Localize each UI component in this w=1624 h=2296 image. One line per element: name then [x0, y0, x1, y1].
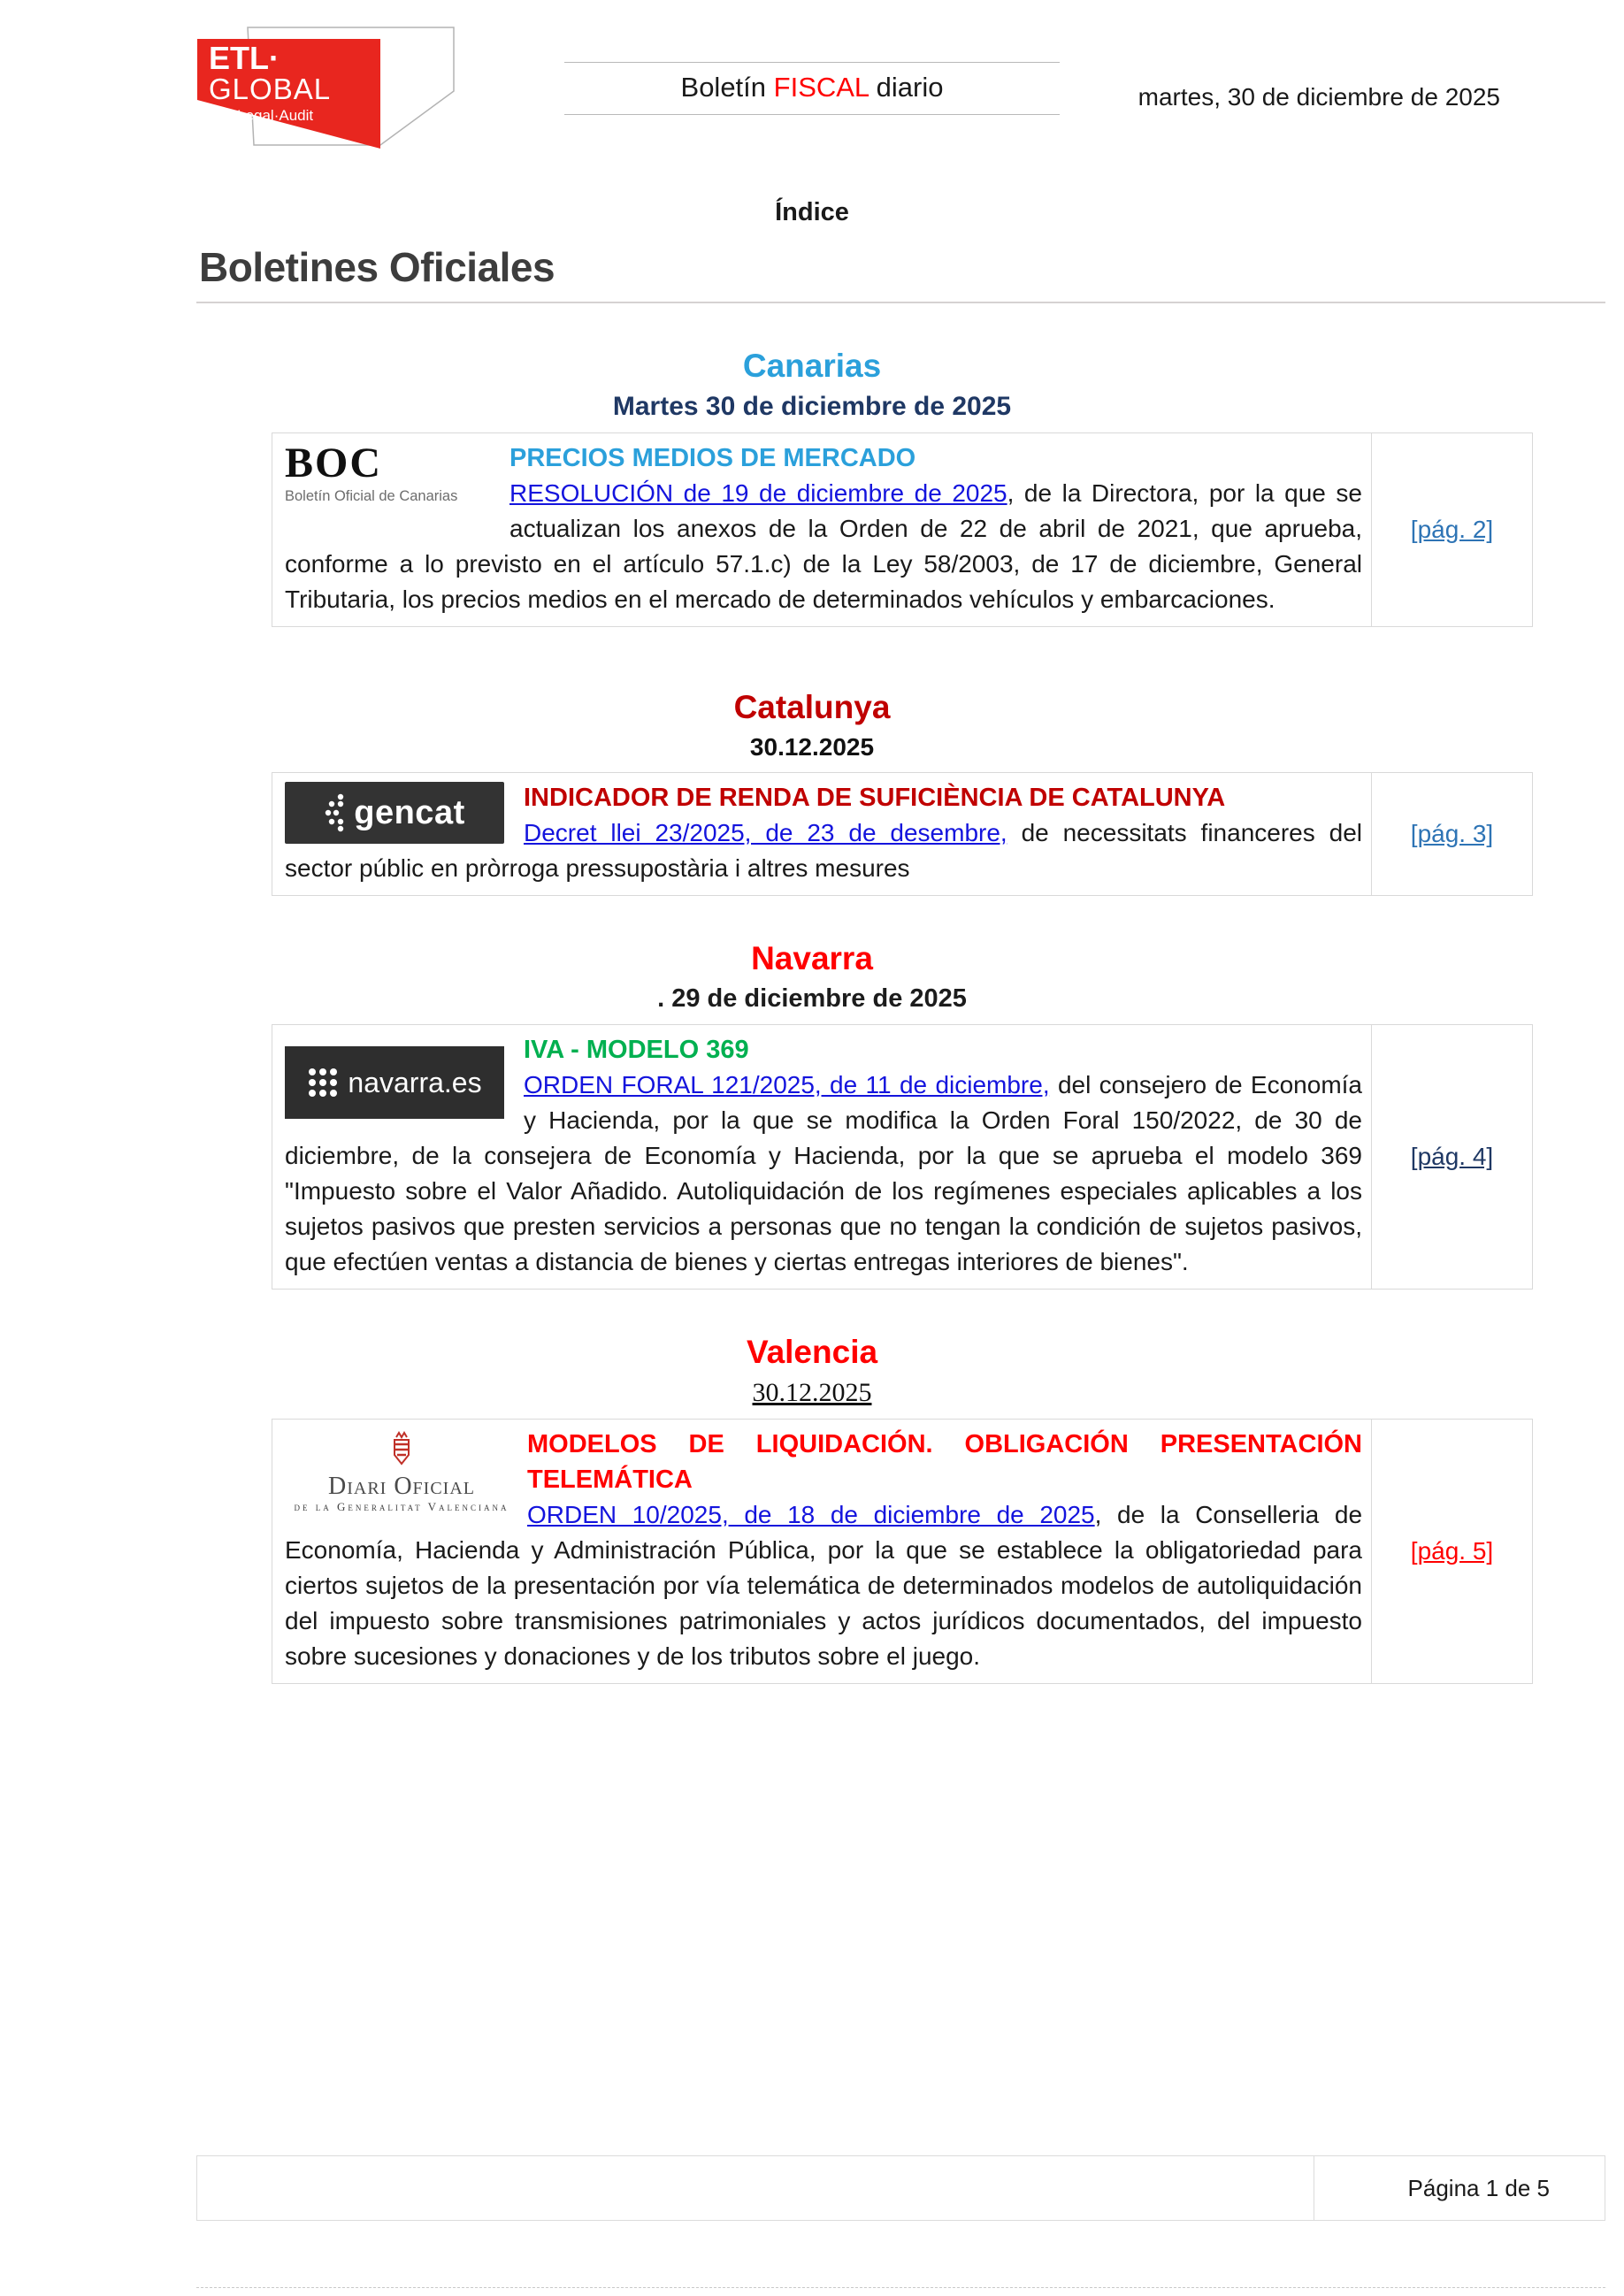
section-catalunya-date: 30.12.2025: [749, 733, 875, 761]
item-body: del consejero de Economía y Hacienda, por la que se modifica la Orden Foral 150/2022, de 30 de diciembre, de la consejera de Economía y Hacienda, por la que se aprueba el modelo 369 "Impuesto sobre el Valor Añadido. Autoliquidación de los regímenes especiales aplicables a los sujetos pasivos que presten servicios a personas que no tengan la condición de sujetos pasivos, que efectúen ventas a distancia de bienes y ciertas entregas interiores de bienes".: [285, 1071, 1362, 1275]
page-title: Boletines Oficiales: [199, 244, 555, 290]
page-number-label: Página 1 de 5: [1407, 2174, 1550, 2201]
item-title: IVA - MODELO 369: [524, 1036, 749, 1064]
doc-link[interactable]: ORDEN 10/2025, de 18 de diciembre de 2025: [527, 1501, 1095, 1528]
page-footer: [196, 2155, 1605, 2221]
page-ref-cell: [1371, 433, 1532, 626]
bulletin-item-navarra: [272, 1024, 1533, 1290]
bulletin-title-pre: Boletín: [680, 72, 774, 103]
boc-logo-subtext: Boletín Oficial de Canarias: [285, 488, 458, 504]
page-header: [0, 0, 1624, 166]
page-ref-cell: [1371, 1420, 1532, 1683]
boc-logo: [285, 442, 499, 511]
section-navarra: [0, 940, 1624, 1290]
section-valencia-date: 30.12.2025: [752, 1378, 872, 1407]
index-label: Índice: [775, 198, 849, 226]
title-rule: [196, 302, 1605, 303]
item-main: [272, 1420, 1371, 1683]
bulletin-title-box: [564, 62, 1060, 115]
page-ref-link[interactable]: [pág. 3]: [1410, 820, 1494, 847]
bulletin-item-valencia: [272, 1419, 1533, 1684]
navarra-logo: [285, 1036, 511, 1131]
header-date: martes, 30 de diciembre de 2025: [1138, 83, 1500, 111]
section-navarra-date: . 29 de diciembre de 2025: [657, 984, 967, 1013]
section-catalunya-heading: Catalunya: [733, 689, 891, 725]
page-ref-link[interactable]: [pág. 2]: [1410, 516, 1494, 543]
dogv-logo: [285, 1428, 518, 1529]
section-canarias-heading: Canarias: [742, 348, 882, 384]
navarra-dots-icon: [307, 1067, 339, 1098]
item-main: [272, 433, 1371, 626]
etl-global-logo-icon: [196, 27, 455, 150]
doc-link[interactable]: RESOLUCIÓN de 19 de diciembre de 2025: [509, 479, 1007, 507]
dogv-emblem-icon: [388, 1430, 415, 1467]
gencat-logo-text: gencat: [354, 793, 465, 831]
footer-page-box: [1314, 2155, 1605, 2221]
doc-link[interactable]: ORDEN FORAL 121/2025, de 11 de diciembre,: [524, 1071, 1050, 1098]
bulletin-item-catalunya: [272, 772, 1533, 896]
item-main: [272, 773, 1371, 895]
dogv-logo-title: Diari Oficial: [328, 1473, 475, 1500]
page-ref-cell: [1371, 773, 1532, 895]
etl-global-logo: [196, 27, 455, 155]
boc-logo-text: BOC: [285, 440, 383, 486]
svg-text:GLOBAL: GLOBAL: [209, 73, 332, 105]
item-title: PRECIOS MEDIOS DE MERCADO: [509, 444, 916, 472]
svg-text:ETL·: ETL·: [209, 40, 280, 76]
bulletin-title-post: diario: [869, 72, 944, 103]
doc-link[interactable]: Decret llei 23/2025, de 23 de desembre,: [524, 819, 1007, 846]
gencat-dots-icon: [324, 792, 347, 834]
item-body: , de la Directora, por la que se actualizan los anexos de la Orden de 22 de abril de 2021, que aprueba, conforme a lo previsto en el artículo 57.1.c) de la Ley 58/2003, de 17 de diciembre, General Tributaria, los precios medios en el mercado de determinados vehículos y embarcaciones.: [285, 479, 1362, 613]
footer-empty-box: [196, 2155, 1314, 2221]
navarra-logo-text: navarra.es: [348, 1066, 482, 1098]
page-bottom-divider: [196, 2287, 1605, 2288]
bulletin-item-canarias: [272, 432, 1533, 627]
section-valencia: [0, 1334, 1624, 1684]
item-title: MODELOS DE LIQUIDACIÓN. OBLIGACIÓN PRESENTACIÓN TELEMÁTICA: [527, 1430, 1362, 1494]
dogv-logo-subtitle: de la Generalitat Valenciana: [294, 1500, 509, 1513]
item-main: [272, 1025, 1371, 1289]
section-navarra-heading: Navarra: [751, 940, 873, 976]
bulletin-title-accent: FISCAL: [773, 72, 869, 103]
gencat-logo: [285, 782, 511, 847]
item-body: , de la Conselleria de Economía, Hacienda y Administración Pública, por la que se establece la obligatoriedad para ciertos sujetos de la presentación por vía telemática de determinados modelos de autoliquidación del impuesto sobre transmisiones patrimoniales y actos jurídicos documentados, del impuesto sobre sucesiones y donaciones y de los tributos sobre el juego.: [285, 1501, 1363, 1670]
svg-text:Tax·Legal·Audit: Tax·Legal·Audit: [209, 107, 314, 124]
item-body: de necessitats financeres del sector públic en pròrroga pressupostària i altres mesures: [285, 819, 1362, 882]
section-canarias-date: Martes 30 de diciembre de 2025: [612, 392, 1012, 421]
section-catalunya: [0, 689, 1624, 896]
page-ref-cell: [1371, 1025, 1532, 1289]
section-valencia-heading: Valencia: [746, 1334, 878, 1370]
section-canarias: [0, 348, 1624, 627]
page-ref-link[interactable]: [pág. 4]: [1410, 1143, 1494, 1170]
item-title: INDICADOR DE RENDA DE SUFICIÈNCIA DE CATALUNYA: [524, 784, 1226, 812]
page-ref-link[interactable]: [pág. 5]: [1410, 1537, 1494, 1565]
